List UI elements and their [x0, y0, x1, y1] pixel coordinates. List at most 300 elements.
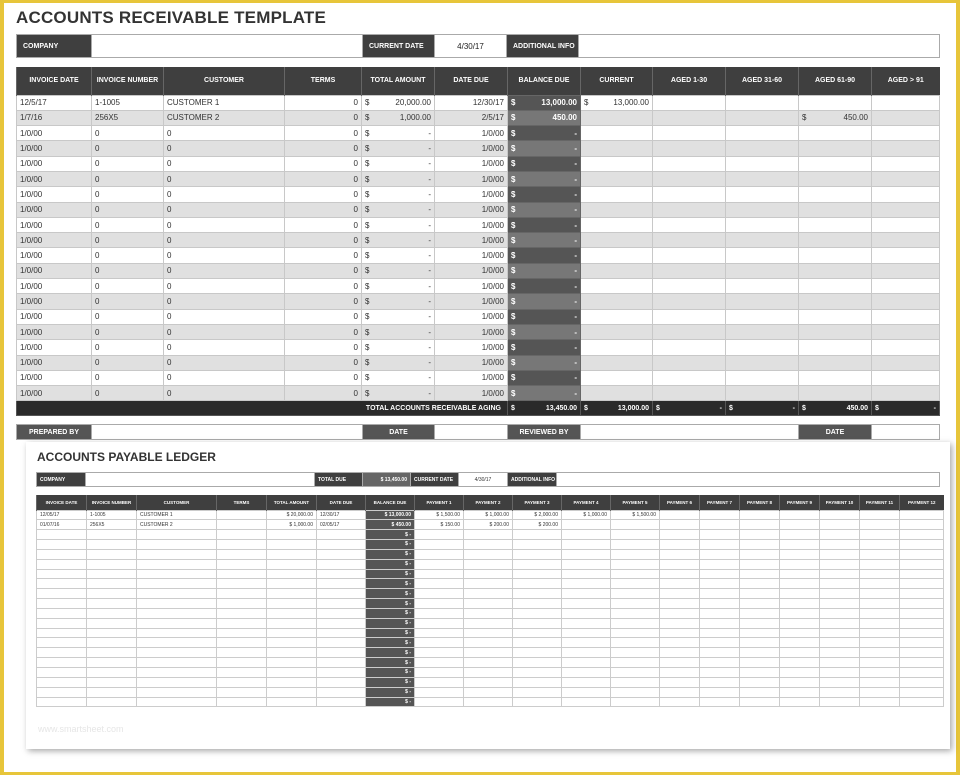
ap-cell[interactable] — [562, 648, 611, 658]
ap-cell[interactable] — [900, 618, 944, 628]
ap-cell[interactable] — [860, 589, 900, 599]
ap-cell[interactable] — [513, 569, 562, 579]
ap-cell[interactable] — [513, 687, 562, 697]
ap-cell[interactable] — [780, 520, 820, 530]
ap-cell[interactable] — [780, 648, 820, 658]
customer-cell[interactable]: 0 — [164, 156, 285, 171]
aged-1-30-cell[interactable] — [653, 340, 726, 355]
ap-cell[interactable] — [267, 638, 317, 648]
ap-cell[interactable] — [317, 618, 366, 628]
ap-cell[interactable] — [611, 687, 660, 697]
ar-col-header[interactable]: AGED 61-90 — [799, 67, 872, 95]
ap-cell[interactable]: $ 200.00 — [513, 520, 562, 530]
ap-balance-cell[interactable]: $ - — [366, 648, 415, 658]
ap-cell[interactable] — [37, 540, 87, 550]
date-field-2[interactable] — [872, 425, 940, 440]
ap-cell[interactable] — [87, 569, 137, 579]
ap-cell[interactable] — [900, 520, 944, 530]
ap-balance-cell[interactable]: $ - — [366, 569, 415, 579]
ap-col-header[interactable]: PAYMENT 10 — [820, 495, 860, 510]
ap-cell[interactable] — [464, 628, 513, 638]
aged-1-30-cell[interactable] — [653, 370, 726, 385]
ap-cell[interactable] — [562, 579, 611, 589]
ap-cell[interactable] — [611, 579, 660, 589]
aged-61-90-cell[interactable] — [799, 355, 872, 370]
ap-cell[interactable] — [513, 608, 562, 618]
ap-cell[interactable] — [860, 559, 900, 569]
aged-31-60-cell[interactable] — [726, 386, 799, 401]
total-amount-cell[interactable]: $ - — [362, 217, 435, 232]
ap-cell[interactable] — [137, 697, 217, 707]
ap-cell[interactable] — [660, 579, 700, 589]
ap-cell[interactable] — [660, 638, 700, 648]
ap-cell[interactable] — [137, 530, 217, 540]
current-cell[interactable] — [581, 156, 653, 171]
ap-cell[interactable] — [37, 579, 87, 589]
aged-61-90-cell[interactable] — [799, 248, 872, 263]
current-cell[interactable] — [581, 141, 653, 156]
terms-cell[interactable]: 0 — [285, 171, 362, 186]
aged-31-60-cell[interactable] — [726, 233, 799, 248]
ap-current-date-field[interactable]: 4/30/17 — [459, 473, 508, 487]
customer-cell[interactable]: 0 — [164, 126, 285, 141]
ap-cell[interactable] — [660, 668, 700, 678]
invoice-number-cell[interactable]: 1-1005 — [92, 95, 164, 110]
ap-cell[interactable] — [562, 549, 611, 559]
invoice-number-cell[interactable]: 0 — [92, 263, 164, 278]
ap-cell[interactable] — [137, 677, 217, 687]
ap-cell[interactable] — [267, 687, 317, 697]
total-amount-cell[interactable]: $ 20,000.00 — [362, 95, 435, 110]
terms-cell[interactable]: 0 — [285, 340, 362, 355]
ap-cell[interactable] — [137, 687, 217, 697]
ap-cell[interactable] — [513, 549, 562, 559]
invoice-date-cell[interactable]: 1/0/00 — [17, 248, 92, 263]
balance-due-cell[interactable]: $ - — [508, 233, 581, 248]
ap-cell[interactable] — [562, 559, 611, 569]
aged-1-30-cell[interactable] — [653, 324, 726, 339]
ap-cell[interactable] — [267, 530, 317, 540]
ap-cell[interactable] — [611, 608, 660, 618]
invoice-number-cell[interactable]: 0 — [92, 141, 164, 156]
customer-cell[interactable]: 0 — [164, 279, 285, 294]
ap-cell[interactable] — [780, 618, 820, 628]
ap-cell[interactable] — [217, 540, 267, 550]
ap-cell[interactable] — [562, 599, 611, 609]
ap-balance-cell[interactable]: $ - — [366, 638, 415, 648]
ap-cell[interactable] — [217, 530, 267, 540]
ap-cell[interactable] — [464, 648, 513, 658]
invoice-number-cell[interactable]: 0 — [92, 324, 164, 339]
ap-cell[interactable] — [562, 608, 611, 618]
total-amount-cell[interactable]: $ - — [362, 279, 435, 294]
ap-cell[interactable] — [37, 628, 87, 638]
aged-61-90-cell[interactable] — [799, 386, 872, 401]
ap-cell[interactable] — [415, 618, 464, 628]
aged-91-cell[interactable] — [872, 187, 940, 202]
aged-31-60-cell[interactable] — [726, 324, 799, 339]
ap-cell[interactable] — [660, 510, 700, 520]
date-due-cell[interactable]: 1/0/00 — [435, 202, 508, 217]
terms-cell[interactable]: 0 — [285, 248, 362, 263]
ap-cell[interactable] — [740, 668, 780, 678]
ap-cell[interactable] — [860, 520, 900, 530]
aged-31-60-cell[interactable] — [726, 202, 799, 217]
ap-cell[interactable] — [860, 569, 900, 579]
ap-cell[interactable] — [740, 658, 780, 668]
ap-cell[interactable] — [137, 540, 217, 550]
ap-cell[interactable] — [217, 579, 267, 589]
ap-cell[interactable] — [820, 530, 860, 540]
aged-1-30-cell[interactable] — [653, 386, 726, 401]
ap-cell[interactable] — [464, 687, 513, 697]
ap-cell[interactable] — [317, 530, 366, 540]
aged-91-cell[interactable] — [872, 279, 940, 294]
ap-cell[interactable] — [137, 608, 217, 618]
total-amount-cell[interactable]: $ - — [362, 171, 435, 186]
ap-balance-cell[interactable]: $ - — [366, 608, 415, 618]
ap-cell[interactable] — [660, 618, 700, 628]
aged-1-30-cell[interactable] — [653, 355, 726, 370]
ar-col-header[interactable]: CURRENT — [581, 67, 653, 95]
aged-31-60-cell[interactable] — [726, 141, 799, 156]
ap-cell[interactable] — [700, 569, 740, 579]
aged-61-90-cell[interactable] — [799, 263, 872, 278]
ap-cell[interactable] — [267, 599, 317, 609]
ap-cell[interactable] — [780, 638, 820, 648]
ap-cell[interactable] — [860, 687, 900, 697]
aged-91-cell[interactable] — [872, 156, 940, 171]
ap-cell[interactable] — [217, 589, 267, 599]
current-cell[interactable] — [581, 324, 653, 339]
aged-1-30-cell[interactable] — [653, 95, 726, 110]
ap-cell[interactable] — [415, 628, 464, 638]
ap-cell[interactable] — [562, 677, 611, 687]
ap-cell[interactable] — [611, 559, 660, 569]
ap-cell[interactable] — [740, 618, 780, 628]
aged-91-cell[interactable] — [872, 217, 940, 232]
ap-col-header[interactable]: TERMS — [217, 495, 267, 510]
aged-31-60-cell[interactable] — [726, 126, 799, 141]
current-cell[interactable] — [581, 110, 653, 125]
ap-cell[interactable] — [780, 540, 820, 550]
aged-61-90-cell[interactable] — [799, 95, 872, 110]
ap-cell[interactable] — [740, 579, 780, 589]
ap-cell[interactable] — [513, 579, 562, 589]
current-date-field[interactable]: 4/30/17 — [435, 35, 507, 58]
ap-cell[interactable] — [740, 599, 780, 609]
ap-cell[interactable] — [900, 530, 944, 540]
ap-cell[interactable] — [217, 608, 267, 618]
ap-cell[interactable] — [700, 668, 740, 678]
ap-cell[interactable] — [700, 638, 740, 648]
aged-1-30-cell[interactable] — [653, 263, 726, 278]
invoice-date-cell[interactable]: 1/0/00 — [17, 340, 92, 355]
ar-col-header[interactable]: INVOICE DATE — [17, 67, 92, 95]
ap-col-header[interactable]: PAYMENT 12 — [900, 495, 944, 510]
ap-cell[interactable] — [900, 559, 944, 569]
ap-cell[interactable] — [700, 648, 740, 658]
ap-cell[interactable] — [87, 648, 137, 658]
ap-cell[interactable] — [464, 530, 513, 540]
total-amount-cell[interactable]: $ - — [362, 126, 435, 141]
ap-cell[interactable] — [780, 530, 820, 540]
ap-cell[interactable] — [900, 540, 944, 550]
ap-col-header[interactable]: DATE DUE — [317, 495, 366, 510]
ap-cell[interactable] — [464, 589, 513, 599]
balance-due-cell[interactable]: $ - — [508, 263, 581, 278]
balance-due-cell[interactable]: $ - — [508, 202, 581, 217]
current-cell[interactable] — [581, 171, 653, 186]
ap-cell[interactable] — [464, 599, 513, 609]
ap-cell[interactable] — [217, 599, 267, 609]
ap-cell[interactable] — [611, 618, 660, 628]
balance-due-cell[interactable]: $ - — [508, 324, 581, 339]
terms-cell[interactable]: 0 — [285, 233, 362, 248]
ap-cell[interactable] — [317, 549, 366, 559]
ap-cell[interactable] — [267, 540, 317, 550]
ap-cell[interactable] — [217, 668, 267, 678]
ap-cell[interactable] — [611, 589, 660, 599]
ap-cell[interactable] — [37, 648, 87, 658]
ap-cell[interactable] — [611, 540, 660, 550]
ap-cell[interactable] — [562, 668, 611, 678]
current-cell[interactable] — [581, 386, 653, 401]
invoice-number-cell[interactable]: 0 — [92, 340, 164, 355]
total-amount-cell[interactable]: $ - — [362, 263, 435, 278]
ap-cell[interactable] — [137, 589, 217, 599]
date-due-cell[interactable]: 1/0/00 — [435, 248, 508, 263]
ap-cell[interactable]: 02/05/17 — [317, 520, 366, 530]
aged-1-30-cell[interactable] — [653, 279, 726, 294]
ap-cell[interactable] — [317, 569, 366, 579]
date-due-cell[interactable]: 1/0/00 — [435, 141, 508, 156]
aged-91-cell[interactable] — [872, 233, 940, 248]
ap-cell[interactable] — [820, 677, 860, 687]
invoice-number-cell[interactable]: 0 — [92, 355, 164, 370]
ap-cell[interactable] — [820, 549, 860, 559]
ap-cell[interactable] — [780, 658, 820, 668]
current-cell[interactable] — [581, 202, 653, 217]
invoice-number-cell[interactable]: 0 — [92, 370, 164, 385]
ap-cell[interactable] — [217, 559, 267, 569]
ap-cell[interactable] — [317, 677, 366, 687]
ap-cell[interactable] — [87, 677, 137, 687]
ap-cell[interactable] — [860, 638, 900, 648]
ap-cell[interactable] — [217, 648, 267, 658]
ap-cell[interactable] — [820, 579, 860, 589]
ap-cell[interactable] — [900, 549, 944, 559]
aged-61-90-cell[interactable] — [799, 279, 872, 294]
aged-91-cell[interactable] — [872, 126, 940, 141]
ar-col-header[interactable]: AGED 1-30 — [653, 67, 726, 95]
ap-col-header[interactable]: CUSTOMER — [137, 495, 217, 510]
total-amount-cell[interactable]: $ - — [362, 294, 435, 309]
ap-cell[interactable] — [513, 638, 562, 648]
customer-cell[interactable]: CUSTOMER 1 — [164, 95, 285, 110]
ap-cell[interactable] — [513, 618, 562, 628]
ap-cell[interactable] — [860, 579, 900, 589]
ap-cell[interactable] — [900, 579, 944, 589]
ap-cell[interactable] — [464, 668, 513, 678]
ap-cell[interactable] — [900, 569, 944, 579]
ap-cell[interactable] — [317, 687, 366, 697]
aged-31-60-cell[interactable] — [726, 187, 799, 202]
ap-cell[interactable] — [217, 697, 267, 707]
ap-cell[interactable] — [37, 658, 87, 668]
aged-91-cell[interactable] — [872, 263, 940, 278]
date-due-cell[interactable]: 1/0/00 — [435, 294, 508, 309]
customer-cell[interactable]: 0 — [164, 294, 285, 309]
total-amount-cell[interactable]: $ - — [362, 156, 435, 171]
balance-due-cell[interactable]: $ - — [508, 217, 581, 232]
ap-cell[interactable] — [611, 530, 660, 540]
ap-cell[interactable] — [860, 628, 900, 638]
ap-cell[interactable] — [513, 628, 562, 638]
ap-cell[interactable] — [562, 569, 611, 579]
date-due-cell[interactable]: 1/0/00 — [435, 263, 508, 278]
ap-cell[interactable] — [700, 549, 740, 559]
ap-cell[interactable]: CUSTOMER 2 — [137, 520, 217, 530]
ap-cell[interactable] — [267, 549, 317, 559]
ap-cell[interactable] — [562, 628, 611, 638]
ap-cell[interactable] — [217, 569, 267, 579]
ap-cell[interactable] — [562, 589, 611, 599]
customer-cell[interactable]: 0 — [164, 233, 285, 248]
customer-cell[interactable]: 0 — [164, 340, 285, 355]
ap-col-header[interactable]: PAYMENT 11 — [860, 495, 900, 510]
ap-cell[interactable] — [700, 589, 740, 599]
aged-1-30-cell[interactable] — [653, 202, 726, 217]
invoice-number-cell[interactable]: 0 — [92, 156, 164, 171]
date-due-cell[interactable]: 1/0/00 — [435, 340, 508, 355]
ar-col-header[interactable]: CUSTOMER — [164, 67, 285, 95]
ap-cell[interactable] — [267, 628, 317, 638]
ap-cell[interactable] — [464, 638, 513, 648]
ap-cell[interactable] — [900, 510, 944, 520]
ap-cell[interactable] — [137, 618, 217, 628]
ap-additional-info-field[interactable] — [557, 473, 940, 487]
customer-cell[interactable]: 0 — [164, 248, 285, 263]
ap-cell[interactable] — [137, 559, 217, 569]
ap-cell[interactable] — [820, 658, 860, 668]
aged-91-cell[interactable] — [872, 202, 940, 217]
current-cell[interactable] — [581, 370, 653, 385]
aged-31-60-cell[interactable] — [726, 156, 799, 171]
ap-cell[interactable] — [611, 677, 660, 687]
ap-balance-cell[interactable]: $ - — [366, 618, 415, 628]
ap-cell[interactable] — [660, 648, 700, 658]
date-due-cell[interactable]: 1/0/00 — [435, 370, 508, 385]
ap-cell[interactable] — [820, 648, 860, 658]
ap-cell[interactable] — [780, 559, 820, 569]
invoice-date-cell[interactable]: 1/0/00 — [17, 217, 92, 232]
ap-cell[interactable] — [860, 697, 900, 707]
ap-cell[interactable] — [415, 540, 464, 550]
total-amount-cell[interactable]: $ - — [362, 202, 435, 217]
ap-cell[interactable] — [700, 618, 740, 628]
ap-cell[interactable] — [267, 697, 317, 707]
invoice-number-cell[interactable]: 0 — [92, 309, 164, 324]
customer-cell[interactable]: 0 — [164, 263, 285, 278]
aged-31-60-cell[interactable] — [726, 248, 799, 263]
ap-cell[interactable] — [700, 677, 740, 687]
ap-cell[interactable] — [740, 648, 780, 658]
ap-cell[interactable] — [513, 540, 562, 550]
aged-31-60-cell[interactable] — [726, 110, 799, 125]
ap-cell[interactable] — [37, 549, 87, 559]
customer-cell[interactable]: 0 — [164, 324, 285, 339]
ap-cell[interactable] — [740, 569, 780, 579]
ap-cell[interactable]: $ 1,000.00 — [267, 520, 317, 530]
ap-cell[interactable] — [780, 589, 820, 599]
ap-cell[interactable] — [820, 569, 860, 579]
ap-cell[interactable]: $ 150.00 — [415, 520, 464, 530]
customer-cell[interactable]: 0 — [164, 355, 285, 370]
ap-cell[interactable] — [415, 599, 464, 609]
current-cell[interactable] — [581, 217, 653, 232]
aged-91-cell[interactable] — [872, 171, 940, 186]
ap-col-header[interactable]: PAYMENT 6 — [660, 495, 700, 510]
ap-cell[interactable] — [87, 559, 137, 569]
aged-31-60-cell[interactable] — [726, 279, 799, 294]
ap-cell[interactable] — [660, 589, 700, 599]
ap-cell[interactable] — [87, 530, 137, 540]
aged-61-90-cell[interactable] — [799, 309, 872, 324]
ap-cell[interactable] — [37, 599, 87, 609]
ap-cell[interactable] — [317, 668, 366, 678]
aged-61-90-cell[interactable] — [799, 202, 872, 217]
prepared-by-field[interactable] — [92, 425, 363, 440]
customer-cell[interactable]: 0 — [164, 141, 285, 156]
ap-cell[interactable] — [317, 589, 366, 599]
ap-cell[interactable] — [37, 697, 87, 707]
aged-1-30-cell[interactable] — [653, 187, 726, 202]
ap-cell[interactable] — [611, 638, 660, 648]
date-due-cell[interactable]: 1/0/00 — [435, 171, 508, 186]
ap-col-header[interactable]: PAYMENT 9 — [780, 495, 820, 510]
ap-cell[interactable] — [700, 608, 740, 618]
aged-61-90-cell[interactable] — [799, 156, 872, 171]
ap-cell[interactable] — [317, 540, 366, 550]
aged-61-90-cell[interactable] — [799, 171, 872, 186]
date-due-cell[interactable]: 1/0/00 — [435, 187, 508, 202]
ap-cell[interactable]: $ 20,000.00 — [267, 510, 317, 520]
ap-cell[interactable] — [513, 599, 562, 609]
ap-cell[interactable] — [860, 658, 900, 668]
ap-cell[interactable] — [611, 628, 660, 638]
ap-cell[interactable] — [900, 599, 944, 609]
ap-cell[interactable] — [87, 697, 137, 707]
ap-cell[interactable] — [415, 530, 464, 540]
aged-91-cell[interactable] — [872, 355, 940, 370]
balance-due-cell[interactable]: $ - — [508, 126, 581, 141]
ap-col-header[interactable]: PAYMENT 7 — [700, 495, 740, 510]
terms-cell[interactable]: 0 — [285, 279, 362, 294]
ap-cell[interactable] — [464, 540, 513, 550]
ap-cell[interactable] — [740, 540, 780, 550]
ap-cell[interactable] — [820, 668, 860, 678]
customer-cell[interactable]: 0 — [164, 171, 285, 186]
current-cell[interactable] — [581, 294, 653, 309]
customer-cell[interactable]: 0 — [164, 217, 285, 232]
date-field[interactable] — [435, 425, 508, 440]
ap-cell[interactable] — [415, 677, 464, 687]
aged-61-90-cell[interactable] — [799, 187, 872, 202]
ap-cell[interactable] — [780, 697, 820, 707]
balance-due-cell[interactable]: $ - — [508, 340, 581, 355]
ap-cell[interactable] — [37, 687, 87, 697]
